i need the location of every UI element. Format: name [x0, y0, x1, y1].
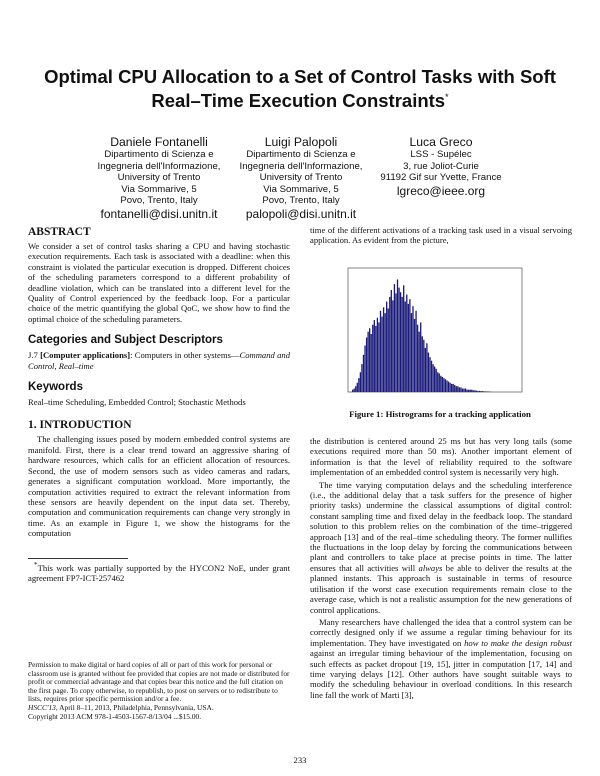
- author-affiliation-line: Via Sommarive, 5: [121, 183, 197, 195]
- author-affiliation-line: Via Sommarive, 5: [263, 183, 339, 195]
- histogram-bar: [380, 311, 381, 392]
- abstract-text: We consider a set of control tasks sharing a CPU and having stochastic execution requirements. Each task is associated with a deadline: when this constraint is violated the particular execution is dropped. Different choices of the scheduling parameters correspond to a different probability of deadline violation, which can be translated into a different level for the Quality of Control experienced by the feedback loop. For a particular choice of the metric quantifying the global QoC, we show how to find the optimal choice of the scheduling parameters.: [28, 241, 290, 324]
- right-paragraph-3-em: how to make the design robust: [464, 637, 572, 648]
- histogram-bar: [446, 380, 447, 392]
- histogram-bar: [403, 285, 404, 392]
- histogram-bar: [439, 373, 440, 392]
- histogram-bar: [426, 343, 427, 392]
- permission-block: [28, 661, 290, 721]
- footnote-mark: *: [34, 561, 38, 569]
- histogram-bar: [443, 378, 444, 392]
- histogram-bar: [364, 346, 365, 392]
- histogram-bar: [468, 390, 469, 392]
- histogram-bar: [419, 332, 420, 392]
- histogram-bar: [436, 369, 437, 392]
- histogram-bar: [392, 300, 393, 392]
- author-email[interactable]: fontanelli@disi.unitn.it: [100, 206, 218, 221]
- title-footnote-mark: *: [445, 92, 449, 102]
- author-affiliation-line: Ingegneria dell'Informazione,: [239, 160, 363, 172]
- histogram-bar: [352, 390, 353, 392]
- right-paragraph-3-a: Many researchers have challenged the idea that a control system can be correctly designed only if we assume a regular timing behaviour for its implementation. They have investigated on: [310, 616, 572, 648]
- right-paragraph-3-b: against an irregular timing behaviour of the implementation, focusing on such effects as packet dropout [19, 15], jitter in computation [17, 14] and time varying delays [12]. Other authors have sought suitable ways to modify the scheduling behaviour in overload conditions. In this research line fall the work of Marti [3],: [310, 648, 572, 700]
- histogram-bar: [372, 325, 373, 392]
- conference-details: April 8–11, 2013, Philadelphia, Pennsylvania, USA.: [57, 702, 214, 712]
- histogram-bar: [449, 383, 450, 392]
- author-name: Luca Greco: [409, 135, 473, 149]
- histogram-bar: [411, 313, 412, 392]
- categories-em: Command and Control, Real–time: [28, 350, 290, 371]
- permission-text: Permission to make digital or hard copies of all or part of this work for personal or classroom use is granted without fee provided that copies are not made or distributed for profit or commercial advantage and that copies bear this notice and the full citation on the first page. To copy otherwise, to republish, to post on servers or to redistribute to lists, requires prior specific permission and/or a fee.: [28, 660, 290, 704]
- histogram-bar: [366, 337, 367, 392]
- right-paragraph-2-text: The time varying computation delays and the scheduling interference (i.e., the additional delay that a task suffers for the presence of higher priority tasks) undermine the classical assumptions of digital control: constant sampling time and fixed delay in the feedback loop. The standard solution to this problem relies on the combination of the time–triggered approach [13] and of the real–time scheduling theory. The former nullifies the fluctuations in the loop delay by forcing the communications between plant and controllers to take place at precise points in time. The latter ensures that all activities will: [310, 479, 572, 573]
- histogram-bar: [423, 340, 424, 392]
- figure-caption: Figure 1: Histrograms for a tracking application: [349, 409, 531, 419]
- right-intro-continuation: time of the different activations of a tracking task used in a visual servoing application. As evident from the picture,: [310, 225, 572, 246]
- author-email[interactable]: lgreco@ieee.org: [396, 183, 486, 198]
- introduction-text: The challenging issues posed by modern embedded control systems are manifold. First, there is a clear trend toward an aggressive sharing of hardware resources, which calls for an efficient allocation of resources. Second, the use of modern sensors such as video cameras and radars, generates a significant computation workload. More importantly, the computation activities required to extract the relevant information from these sensors are heavily dependent on the input data set. Thereby, computation and communication requirements can change very strongly in time. As an example in Figure 1, we show the histograms for the computation: [28, 434, 290, 539]
- histogram-bar: [378, 322, 379, 392]
- keywords-text: Real–time Scheduling, Embedded Control; Stochastic Methods: [28, 397, 246, 408]
- histogram-bar: [354, 389, 355, 392]
- histogram-bar: [371, 334, 372, 392]
- histogram-bar: [375, 326, 376, 392]
- author-affiliation-line: Dipartimento di Scienza e: [246, 149, 356, 160]
- author-affiliation-line: 91192 Gif sur Yvette, France: [380, 172, 502, 184]
- categories-code: J.7: [28, 350, 38, 361]
- histogram-bar: [358, 378, 359, 392]
- histogram-figure: [340, 260, 530, 400]
- histogram-bar: [463, 389, 464, 392]
- author-block-3: [351, 135, 531, 198]
- copyright-line: Copyright 2013 ACM 978-1-4503-1567-8/13/04 ...$15.00.: [28, 711, 202, 721]
- title-line-1: Optimal CPU Allocation to a Set of Control Tasks with Soft: [44, 66, 556, 87]
- histogram-bar: [397, 279, 398, 392]
- histogram-bar: [448, 382, 449, 392]
- right-paragraph-2: [310, 480, 572, 615]
- histogram-bar: [434, 366, 435, 392]
- categories-bold: [Computer applications]: [40, 350, 131, 361]
- author-email[interactable]: palopoli@disi.unitn.it: [245, 206, 357, 221]
- histogram-bar: [440, 376, 441, 392]
- author-name: Luigi Palopoli: [264, 135, 338, 149]
- histogram-bar: [428, 353, 429, 392]
- title-line-2: Real–Time Execution Constraints: [151, 90, 446, 112]
- histogram-bar: [420, 322, 421, 392]
- histogram-bar: [453, 384, 454, 392]
- histogram-bar: [374, 320, 375, 392]
- histogram-bar: [422, 336, 423, 392]
- histogram-bar: [431, 361, 432, 392]
- histogram-bar: [377, 318, 378, 392]
- histogram-bar: [384, 313, 385, 392]
- abstract-heading: ABSTRACT: [28, 226, 91, 238]
- histogram-bar: [432, 364, 433, 392]
- histogram-bar: [465, 389, 466, 392]
- histogram-bar: [409, 299, 410, 392]
- histogram-bar: [383, 307, 384, 392]
- histogram-bar: [405, 302, 406, 392]
- histogram-bar: [460, 387, 461, 392]
- author-affiliation-line: Povo, Trento, Italy: [120, 195, 198, 207]
- paper-title: [30, 66, 570, 111]
- histogram-bar: [388, 308, 389, 392]
- author-affiliation-line: Dipartimento di Scienza e: [104, 149, 214, 160]
- histogram-bar: [361, 364, 362, 392]
- right-paragraph-3: [310, 617, 572, 700]
- histogram-bar: [367, 332, 368, 392]
- footnote-rule: [28, 558, 128, 559]
- histogram-bar: [459, 387, 460, 392]
- right-paragraph-1: the distribution is centered around 25 ms but has very long tails (some executions required more than 50 ms). Another important element of information is that the level of reliability required to the software implementation of an embedded control system is necessarily very high.: [310, 436, 572, 478]
- histogram-bar: [386, 302, 387, 392]
- histogram-bar: [389, 297, 390, 392]
- histogram-bar: [369, 328, 370, 392]
- histogram-bar: [414, 319, 415, 392]
- histogram-bar: [457, 386, 458, 392]
- histogram-bar: [456, 386, 457, 392]
- histogram-bar: [360, 372, 361, 392]
- histogram-bar: [357, 383, 358, 392]
- author-affiliation-line: University of Trento: [117, 172, 201, 184]
- right-column-top: [310, 225, 572, 246]
- histogram-bar: [398, 288, 399, 392]
- histogram-bar: [394, 284, 395, 392]
- histogram-bar: [470, 390, 471, 392]
- keywords-heading: Keywords: [28, 381, 83, 394]
- histogram-bar: [451, 384, 452, 392]
- histogram-bar: [355, 386, 356, 392]
- author-affiliation-line: 3, rue Joliot-Curie: [403, 160, 479, 172]
- right-column-body: [310, 436, 572, 700]
- histogram-bar: [381, 317, 382, 392]
- histogram-bar: [415, 311, 416, 392]
- conference-name: HSCC'13,: [28, 702, 58, 712]
- histogram-bar: [437, 372, 438, 392]
- histogram-bar: [391, 290, 392, 392]
- categories-text: [28, 350, 290, 371]
- categories-heading: Categories and Subject Descriptors: [28, 334, 223, 347]
- footnote: [28, 560, 290, 584]
- histogram-bar: [408, 304, 409, 392]
- histogram-bar: [406, 295, 407, 392]
- author-affiliation-line: University of Trento: [259, 172, 343, 184]
- histogram-bar: [400, 292, 401, 392]
- right-paragraph-2-em: always: [418, 562, 443, 573]
- introduction-heading: 1. INTRODUCTION: [28, 419, 132, 432]
- histogram-bar: [412, 306, 413, 392]
- histogram-bar: [401, 297, 402, 392]
- author-affiliation-line: Ingegneria dell'Informazione,: [97, 160, 221, 172]
- author-affiliation-line: Povo, Trento, Italy: [262, 195, 340, 207]
- histogram-bar: [442, 377, 443, 392]
- histogram-bar: [395, 293, 396, 392]
- left-column: [28, 225, 290, 539]
- page-number: 233: [293, 755, 307, 765]
- histogram-bar: [466, 390, 467, 392]
- categories-rest: : Computers in other systems—: [130, 350, 240, 361]
- histogram-bar: [429, 357, 430, 392]
- right-paragraph-2-end: be able to deliver the results at the planned instants. This approach is sustainable in terms of resource utilisation if the worst case execution requirements remain close to the average case, which is not a realistic assumption for the new generations of control applications.: [310, 562, 572, 615]
- histogram-bar: [471, 390, 472, 392]
- histogram-bar: [445, 379, 446, 392]
- histogram-bar: [425, 348, 426, 392]
- footnote-text: This work was partially supported by the HYCON2 NoE, under grant agreement FP7-ICT-257462: [28, 562, 290, 584]
- histogram-bar: [363, 355, 364, 392]
- histogram-bar: [417, 325, 418, 392]
- author-affiliation-line: LSS - Supélec: [410, 149, 472, 160]
- histogram-bar: [454, 385, 455, 392]
- histogram-bar: [462, 389, 463, 392]
- author-name: Daniele Fontanelli: [110, 135, 208, 149]
